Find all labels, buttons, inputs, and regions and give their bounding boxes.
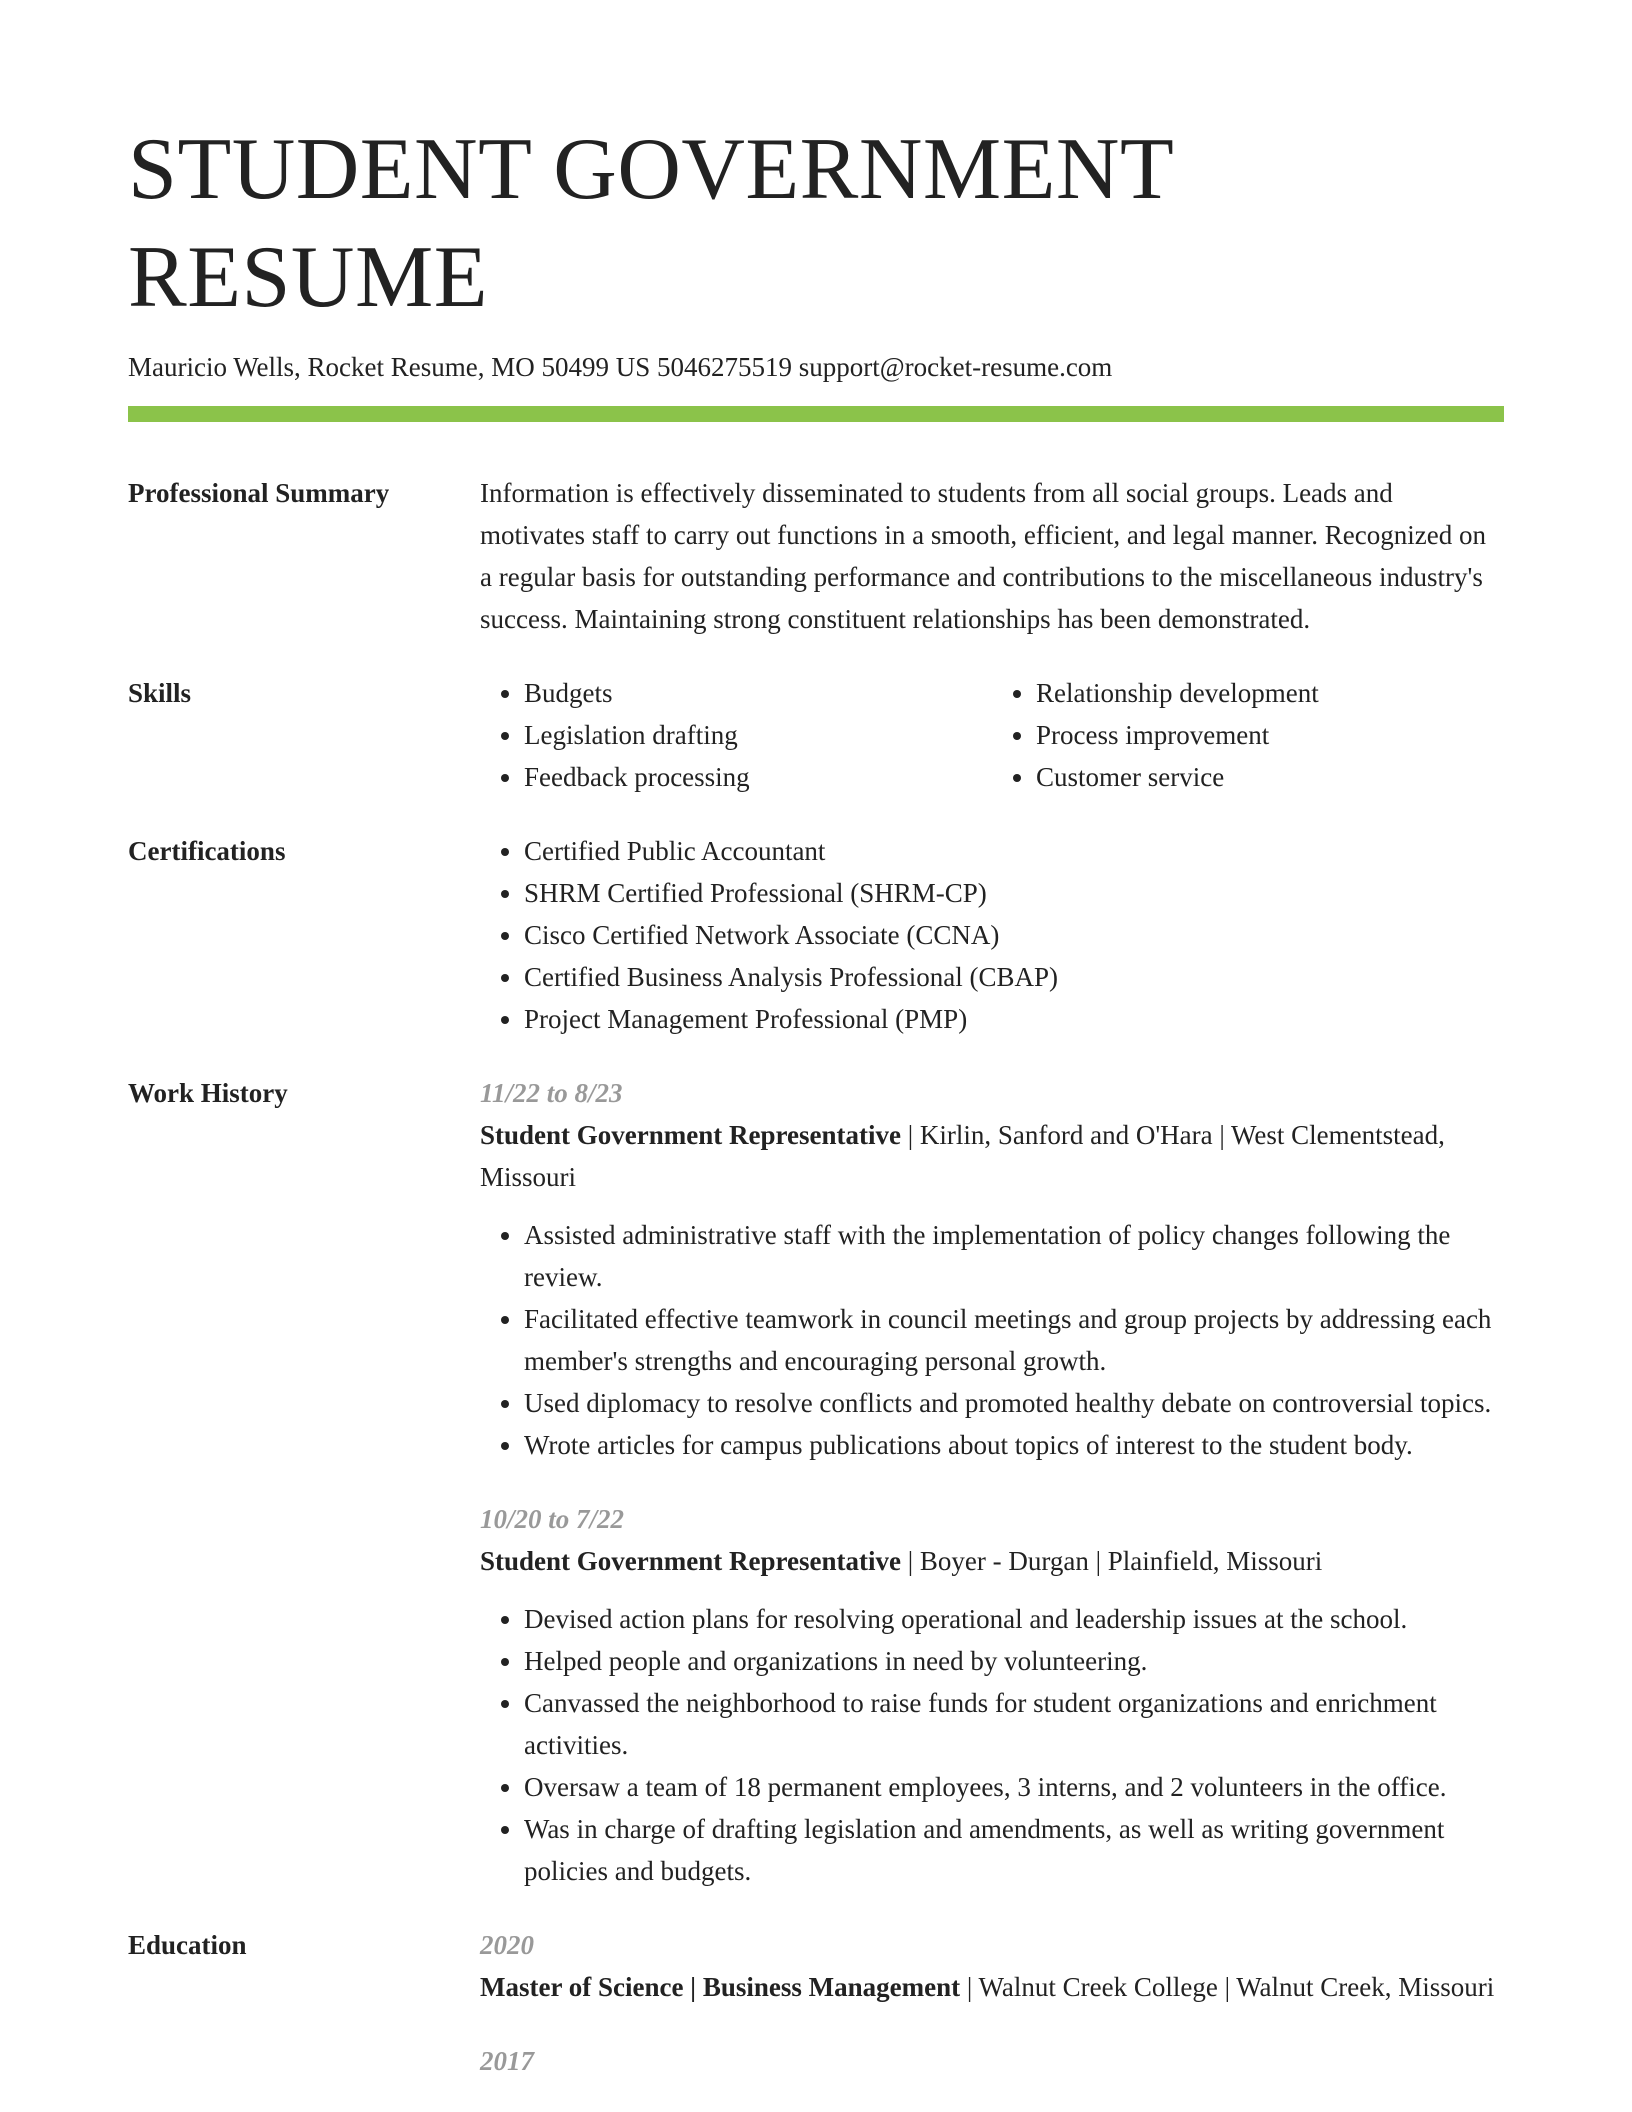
skill-item: • Relationship development [1036, 672, 1504, 714]
job-bullet: • Was in charge of drafting legislation and amendments, as well as writing government policies and budgets. [524, 1808, 1504, 1892]
job-bullet: • Wrote articles for campus publications about topics of interest to the student body. [524, 1424, 1504, 1466]
job-bullets [480, 1214, 1504, 1466]
certification-item: • SHRM Certified Professional (SHRM-CP) [524, 872, 1504, 914]
job-heading [480, 1540, 1504, 1582]
skill-item: • Process improvement [1036, 714, 1504, 756]
job-bullet: • Facilitated effective teamwork in council meetings and group projects by addressing each member's strengths and encouraging personal growth. [524, 1298, 1504, 1382]
job-heading [480, 1114, 1504, 1198]
job-title: Student Government Representative [480, 1546, 901, 1576]
accent-divider [128, 406, 1504, 422]
certification-item: • Certified Public Accountant [524, 830, 1504, 872]
job-title: Student Government Representative [480, 1120, 901, 1150]
skill-item: • Customer service [1036, 756, 1504, 798]
job-employer-location: | Kirlin, Sanford and O'Hara | West Clementstead, Missouri [480, 1120, 1445, 1192]
education-entry [480, 2040, 1504, 2082]
education-heading [480, 1966, 1504, 2008]
resume-title: STUDENT GOVERNMENT RESUME [128, 121, 1173, 326]
education-school-location: | Walnut Creek College | Walnut Creek, Missouri [960, 1972, 1495, 2002]
education-year: 2017 [480, 2046, 534, 2076]
certification-item: • Certified Business Analysis Professional (CBAP) [524, 956, 1504, 998]
job-bullet: • Assisted administrative staff with the implementation of policy changes following the review. [524, 1214, 1504, 1298]
skills-section [128, 672, 1504, 798]
work-history-body [480, 1072, 1504, 1892]
section-label-skills: Skills [128, 678, 192, 708]
section-label-certifications: Certifications [128, 836, 286, 866]
contact-line: Mauricio Wells, Rocket Resume, MO 50499 US 5046275519 support@rocket-resume.com [128, 352, 1113, 382]
job-bullet: • Used diplomacy to resolve conflicts and promoted healthy debate on controversial topics. [524, 1382, 1504, 1424]
job-employer-location: | Boyer - Durgan | Plainfield, Missouri [900, 1546, 1323, 1576]
job-bullet: • Helped people and organizations in need by volunteering. [524, 1640, 1504, 1682]
summary-text: Information is effectively disseminated to students from all social groups. Leads and motivates staff to carry out functions in a smooth, efficient, and legal manner. Recognized on a regular basis for outstanding performance and contributions to the miscellaneous industry's success. Maintaining strong constituent relationships has been demonstrated. [480, 478, 1486, 634]
skill-item: • Feedback processing [524, 756, 992, 798]
job-dates: 10/20 to 7/22 [480, 1504, 625, 1534]
section-label-summary: Professional Summary [128, 478, 390, 508]
certification-item: • Project Management Professional (PMP) [524, 998, 1504, 1040]
skill-item: • Legislation drafting [524, 714, 992, 756]
education-degree: Master of Science | Business Management [480, 1972, 961, 2002]
education-section [128, 1924, 1504, 2082]
job-bullet: • Oversaw a team of 18 permanent employees, 3 interns, and 2 volunteers in the office. [524, 1766, 1504, 1808]
education-entry [480, 1924, 1504, 2008]
job-bullets [480, 1598, 1504, 1892]
section-label-work-history: Work History [128, 1078, 288, 1108]
job-entry [480, 1072, 1504, 1466]
job-bullet: • Devised action plans for resolving operational and leadership issues at the school. [524, 1598, 1504, 1640]
work-history-section [128, 1072, 1504, 1892]
certifications-list [480, 830, 1504, 1040]
skills-column-1 [480, 672, 992, 798]
education-year: 2020 [480, 1930, 534, 1960]
job-bullet: • Canvassed the neighborhood to raise funds for student organizations and enrichment activities. [524, 1682, 1504, 1766]
certification-item: • Cisco Certified Network Associate (CCNA) [524, 914, 1504, 956]
skills-column-2 [992, 672, 1504, 798]
section-label-education: Education [128, 1930, 247, 1960]
skill-item: • Budgets [524, 672, 992, 714]
certifications-section [128, 830, 1504, 1040]
certifications-body [480, 830, 1504, 1040]
education-body [480, 1924, 1504, 2082]
job-dates: 11/22 to 8/23 [480, 1078, 623, 1108]
skills-grid [480, 672, 1504, 798]
summary-section [128, 472, 1504, 640]
job-entry [480, 1498, 1504, 1892]
